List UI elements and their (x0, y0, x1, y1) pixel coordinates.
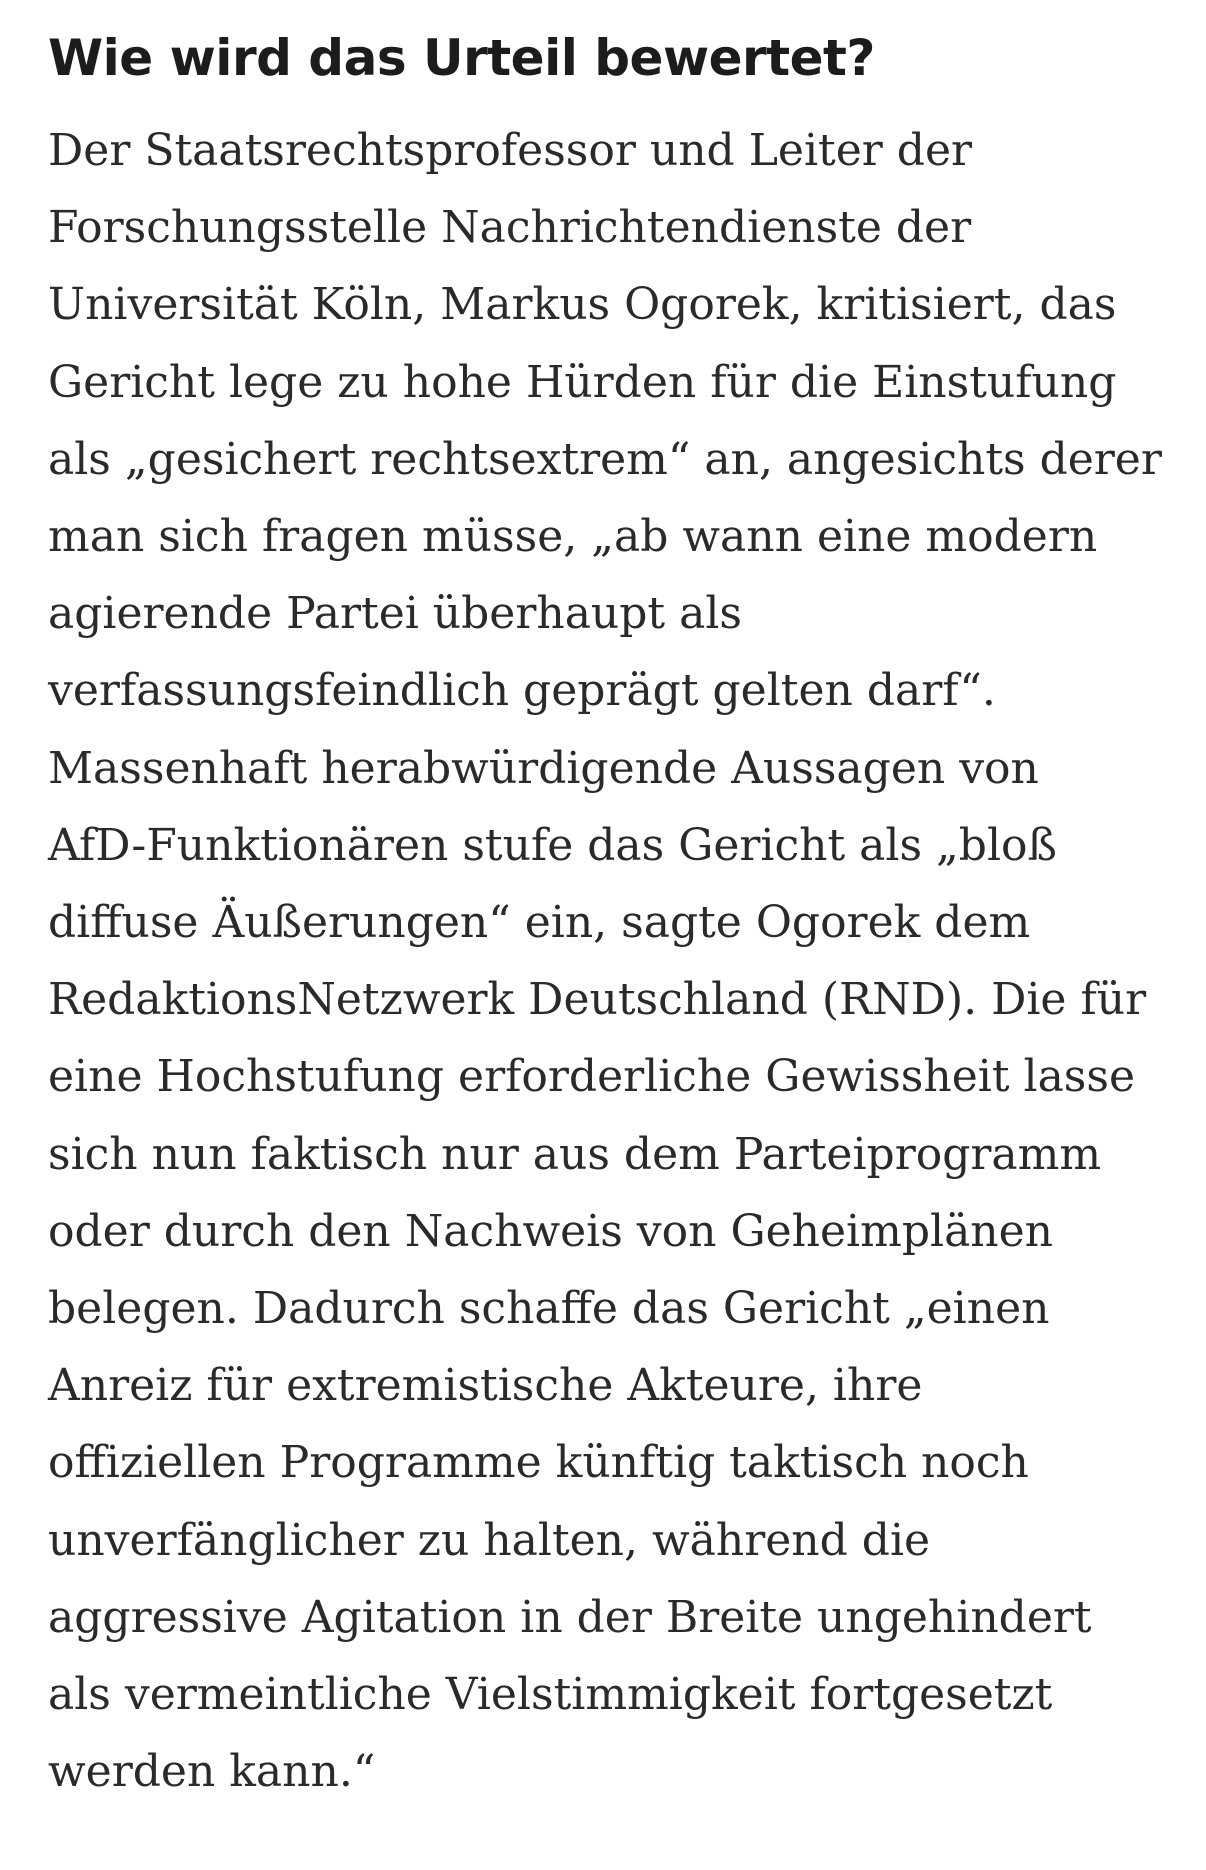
paragraph-line: unverfänglicher zu halten, während die (48, 1514, 931, 1566)
paragraph-line: eine Hochstufung erforderliche Gewissheit lasse (48, 1051, 1136, 1103)
paragraph-line: Massenhaft herabwürdigende Aussagen von (48, 742, 1039, 794)
paragraph-line: offiziellen Programme künftig taktisch noch (48, 1437, 1029, 1489)
paragraph-line: Der Staatsrechtsprofessor und Leiter der (48, 125, 973, 176)
paragraph-line: als „gesichert rechtsextrem“ an, angesichts derer (48, 433, 1162, 485)
paragraph-line: oder durch den Nachweis von Geheimplänen (48, 1205, 1054, 1257)
paragraph-line: diffuse Äußerungen“ ein, sagte Ogorek dem (48, 897, 1031, 949)
paragraph-line: als vermeintliche Vielstimmigkeit fortgesetzt (48, 1669, 1053, 1721)
paragraph-line: sich nun faktisch nur aus dem Parteiprogramm (48, 1128, 1102, 1180)
paragraph-line: belegen. Dadurch schaffe das Gericht „einen (48, 1283, 1050, 1335)
paragraph-line: Universität Köln, Markus Ogorek, kritisiert, das (48, 279, 1117, 331)
paragraph-line: Forschungsstelle Nachrichtendienste der (48, 202, 972, 254)
article-paragraph (48, 112, 1178, 1810)
article (48, 22, 1178, 1810)
paragraph-line: man sich fragen müsse, „ab wann eine modern (48, 511, 1098, 563)
section-heading: Wie wird das Urteil bewertet? (48, 29, 875, 87)
paragraph-line: aggressive Agitation in der Breite ungehindert (48, 1591, 1092, 1643)
paragraph-line: Gericht lege zu hohe Hürden für die Einstufung (48, 356, 1117, 408)
paragraph-line: Anreiz für extremistische Akteure, ihre (48, 1360, 923, 1412)
paragraph-line: agierende Partei überhaupt als (48, 588, 742, 640)
paragraph-line: AfD-Funktionären stufe das Gericht als „bloß (48, 819, 1057, 871)
paragraph-line: RedaktionsNetzwerk Deutschland (RND). Die für (48, 974, 1147, 1026)
paragraph-line: verfassungsfeindlich geprägt gelten darf“. (48, 665, 996, 717)
paragraph-line: werden kann.“ (48, 1746, 376, 1798)
